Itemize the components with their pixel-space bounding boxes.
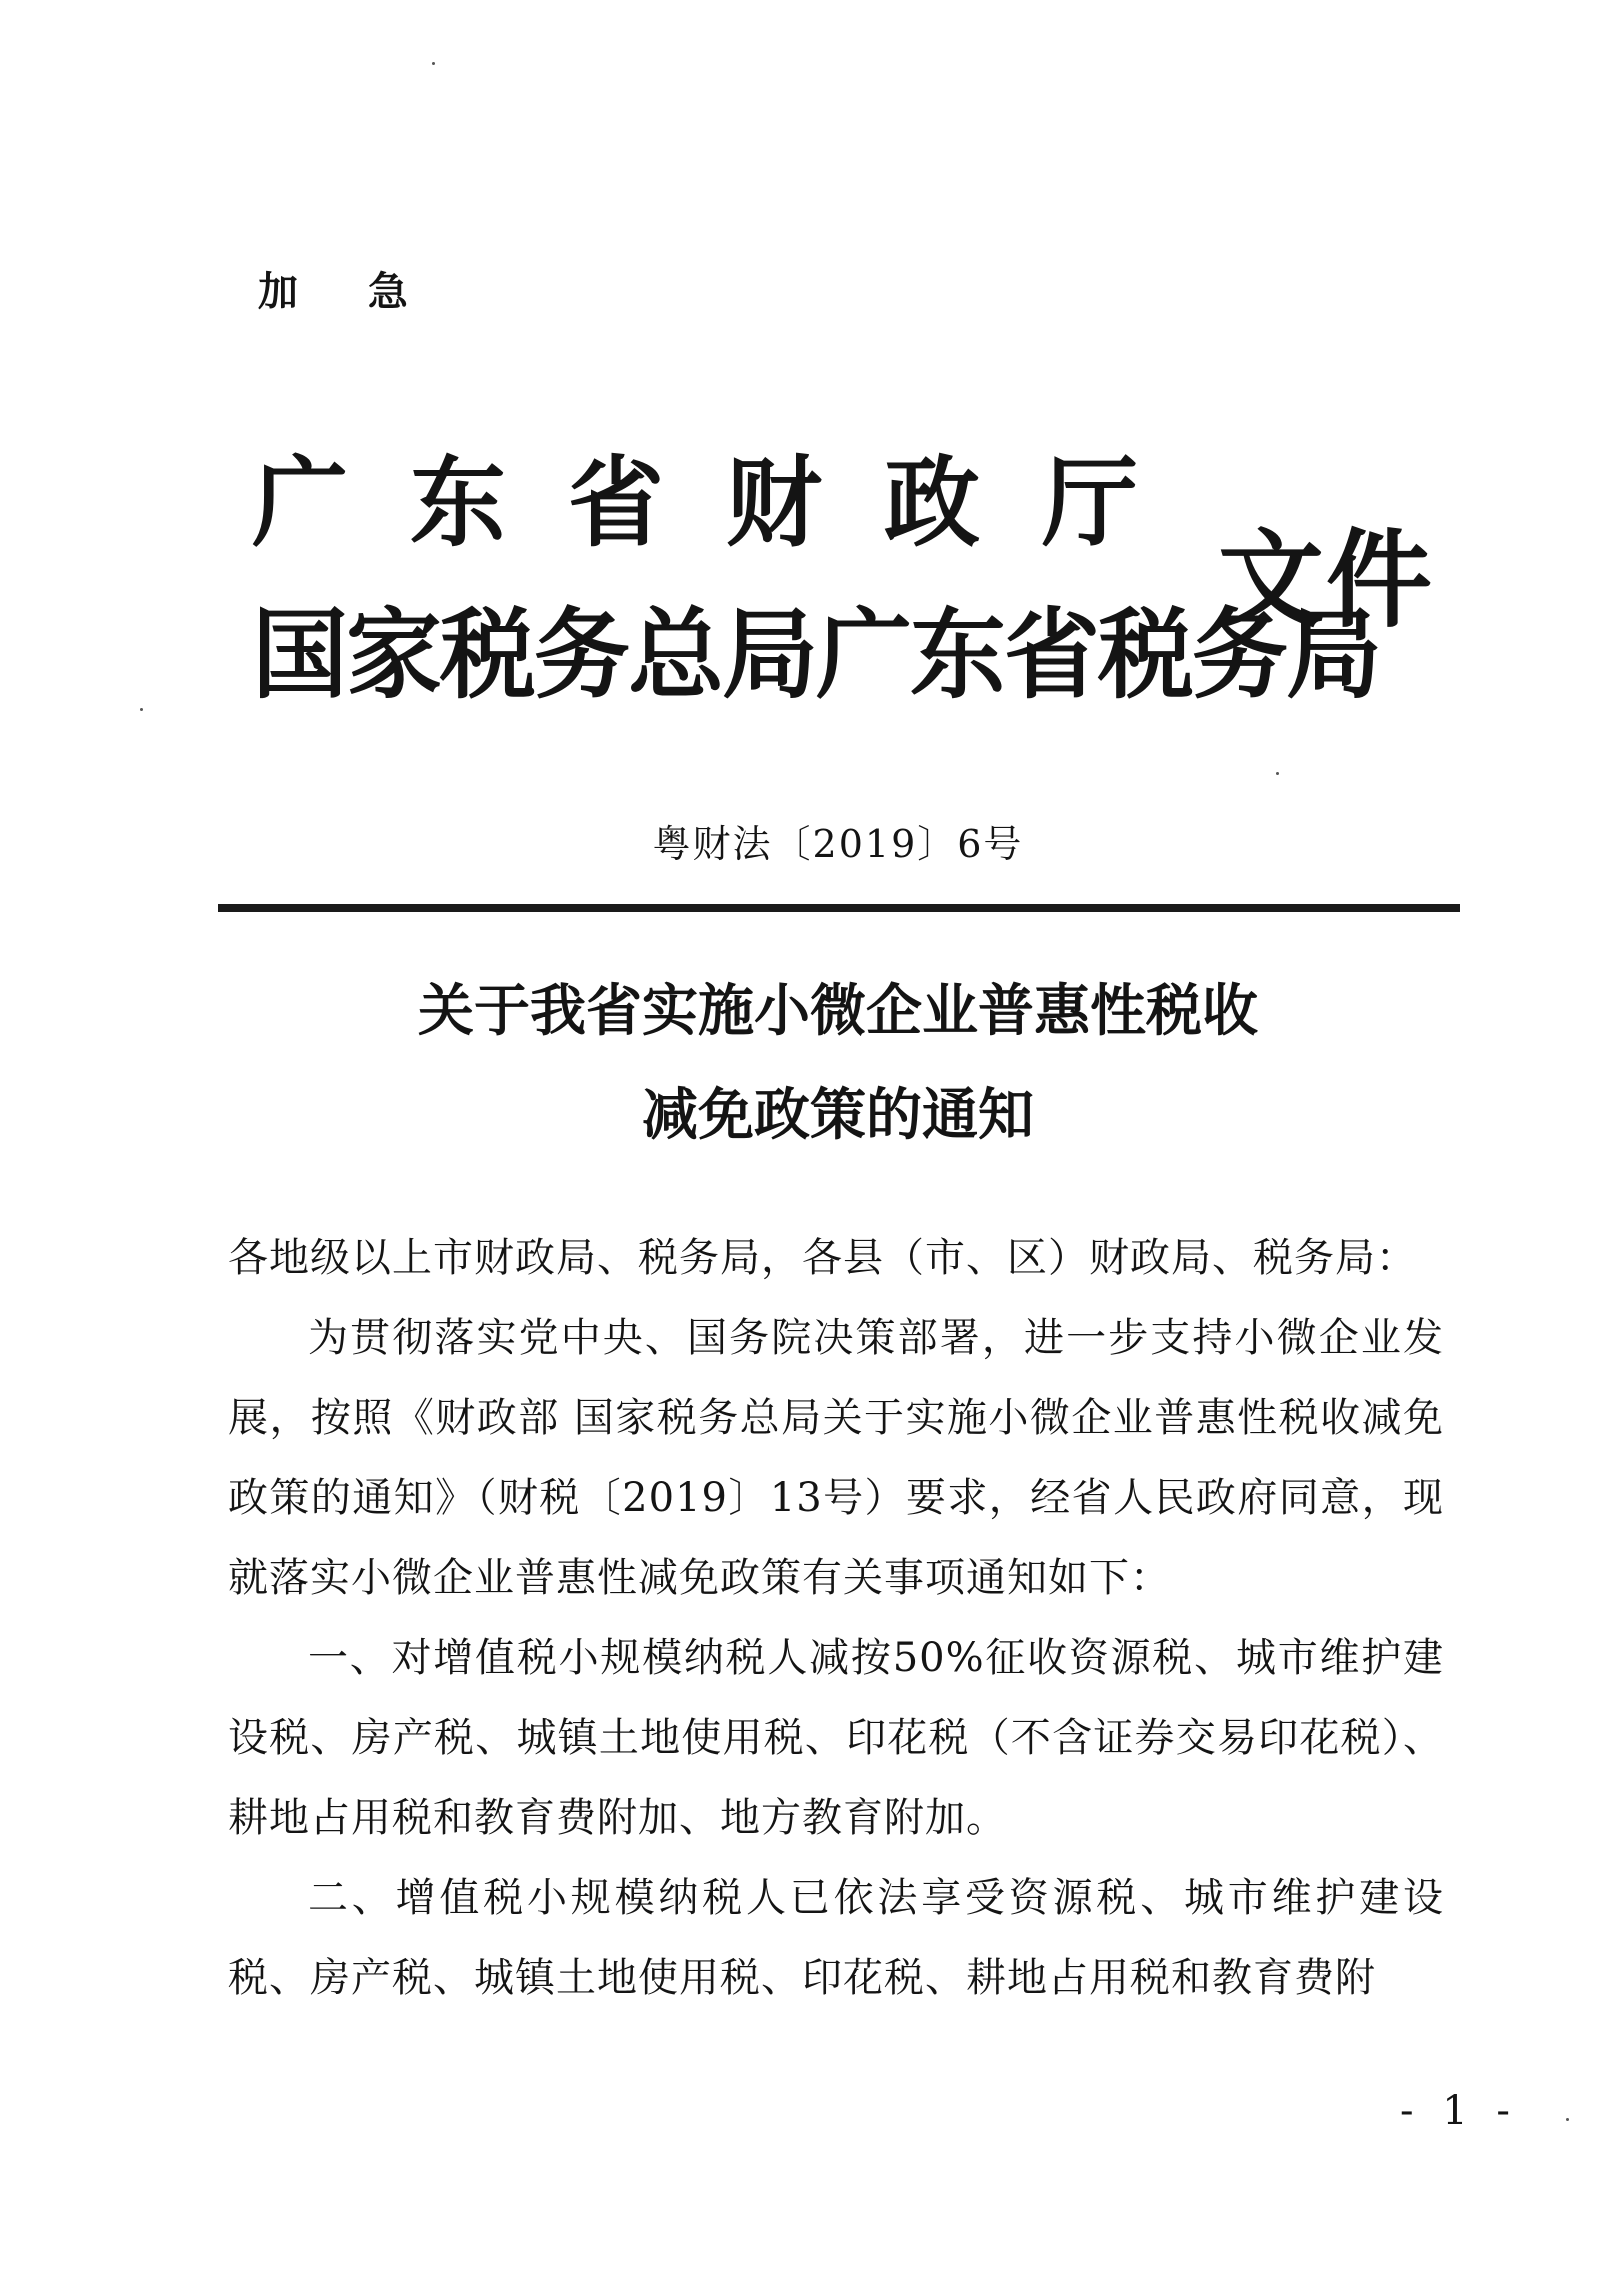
document-number: 粤财法〔2019〕6号	[652, 822, 1024, 866]
scan-speck	[1566, 2118, 1569, 2121]
paragraph-intro: 为贯彻落实党中央、国务院决策部署，进一步支持小微企业发展，按照《财政部 国家税务总局关于实施小微企业普惠性税收减免政策的通知》（财税〔2019〕13号）要求，经省人民政府同意，现就落实小微企业普惠性减免政策有关事项通知如下：	[228, 1315, 1444, 1601]
scan-speck	[1276, 772, 1279, 775]
issuer-finance-department: 广东省财政厅	[252, 444, 1200, 561]
salutation: 各地级以上市财政局、税务局，各县（市、区）财政局、税务局：	[228, 1235, 1417, 1281]
scan-speck	[432, 62, 435, 65]
document-title-line-2: 减免政策的通知	[642, 1082, 1034, 1148]
document-title-line-1: 关于我省实施小微企业普惠性税收	[418, 978, 1258, 1044]
paragraph-item-2: 二、增值税小规模纳税人已依法享受资源税、城市维护建设税、房产税、城镇土地使用税、印花税、耕地占用税和教育费附	[228, 1875, 1444, 2001]
urgency-label: 加 急	[258, 268, 436, 315]
header-divider	[218, 904, 1460, 912]
page-number: - 1 -	[1400, 2088, 1518, 2134]
document-type-label: 文件	[1218, 517, 1434, 642]
issuer-tax-bureau: 国家税务总局广东省税务局	[252, 596, 1380, 713]
scan-speck	[140, 708, 143, 711]
paragraph-item-1: 一、对增值税小规模纳税人减按50%征收资源税、城市维护建设税、房产税、城镇土地使用税、印花税（不含证券交易印花税）、耕地占用税和教育费附加、地方教育附加。	[228, 1635, 1444, 1841]
